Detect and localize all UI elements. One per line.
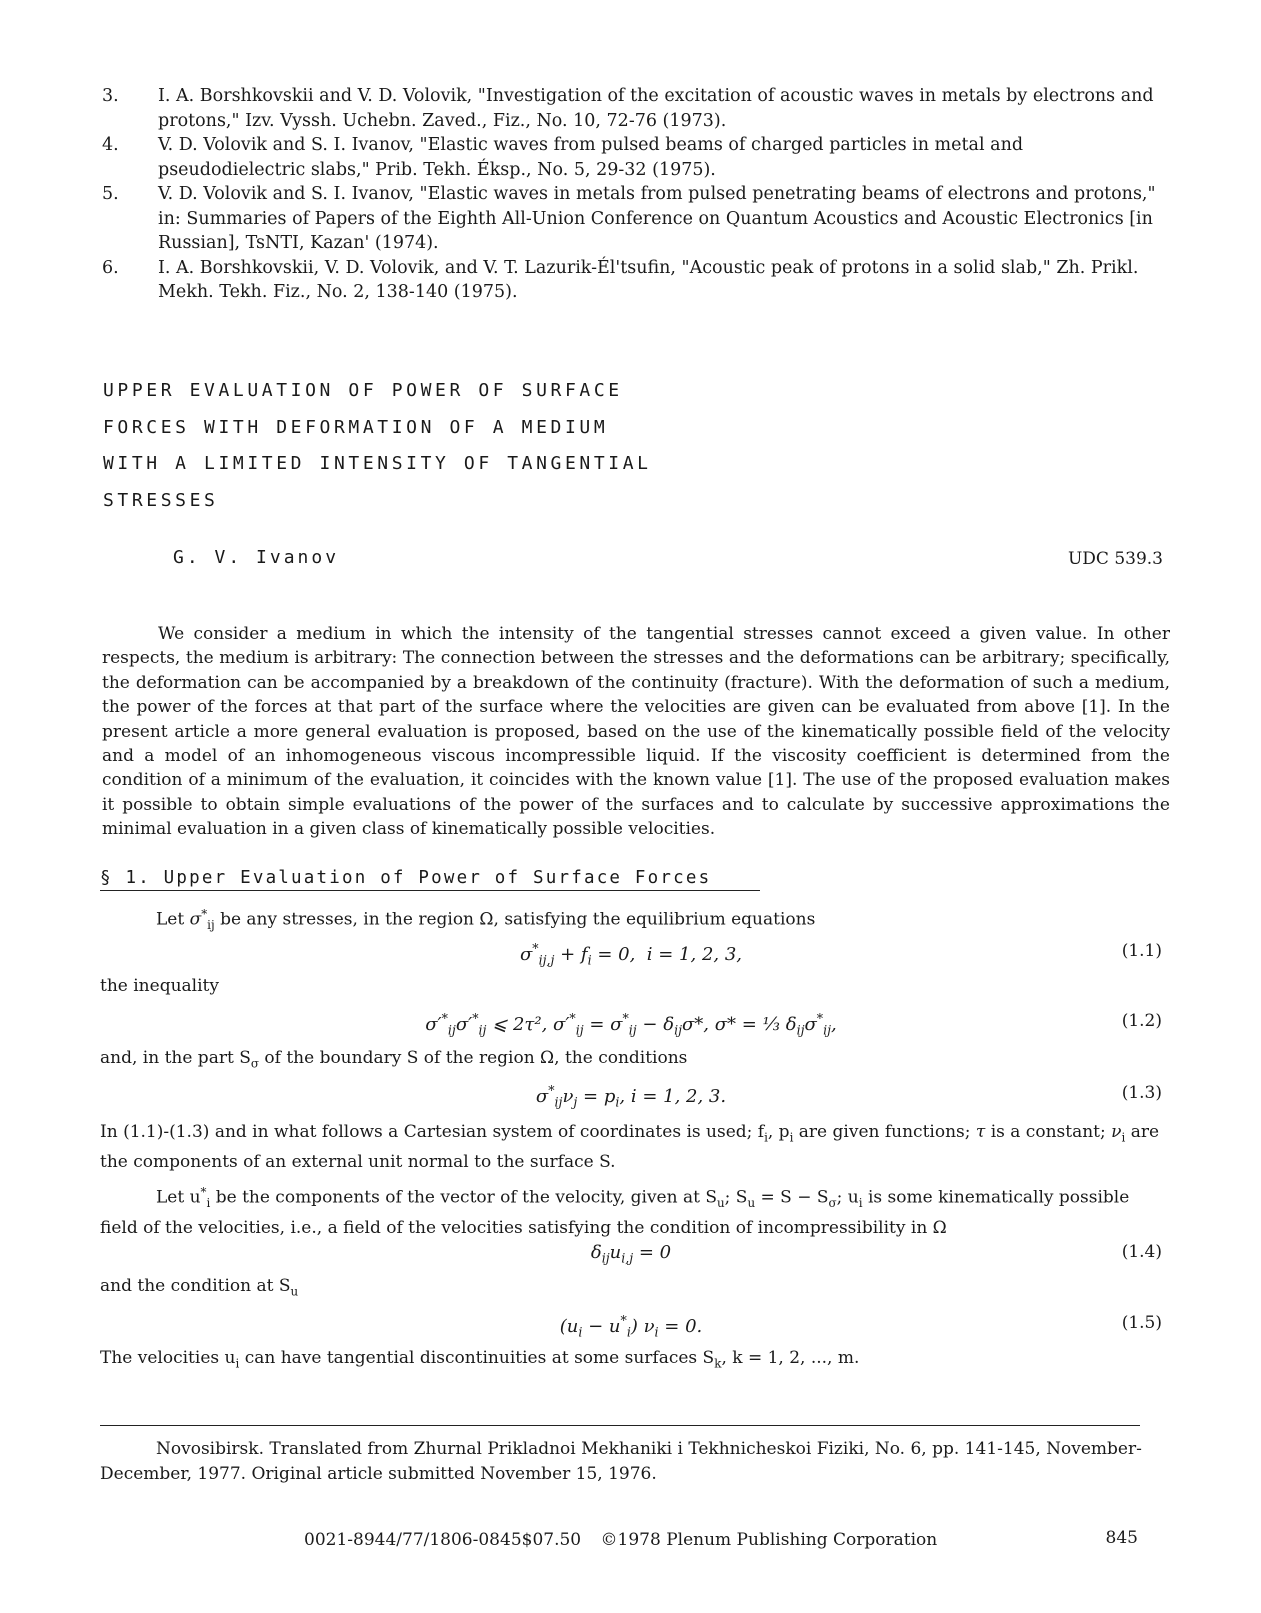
reference-item bbox=[102, 133, 1162, 182]
reference-number: 4. bbox=[102, 135, 119, 155]
equation: $\delta_{ij}u_{i,j} = 0$ (1.4) bbox=[590, 1242, 1162, 1266]
equation: $(u_i - u^*_i) \nu_i = 0$. (1.5) bbox=[559, 1313, 1162, 1340]
udc-code: UDC 539.3 bbox=[1067, 549, 1163, 569]
reference-item bbox=[102, 182, 1162, 256]
reference-text: V. D. Volovik and S. I. Ivanov, "Elastic waves from pulsed beams of charged particles in metal and pseudodielectric slabs," Prib. Tekh. Éksp., No. 5, 29-32 (1975). bbox=[158, 135, 1024, 180]
copyright: ©1978 Plenum Publishing Corporation bbox=[600, 1530, 938, 1550]
reference-item bbox=[102, 256, 1162, 305]
paragraph: Let $u^*_i$ be the components of the vector of the velocity, given at $S_u$; $S_u = S - S_\sigma$; $u_i$ is some kinematically possible field of the velocities, i.e., a field of the velocities satisfying the condition of incompressibility in Ω bbox=[100, 1185, 1130, 1238]
equation: $\sigma^*_{ij}\nu_j = p_i$, i = 1, 2, 3. (1.3) bbox=[535, 1083, 1162, 1110]
footnote: Novosibirsk. Translated from Zhurnal Prikladnoi Mekhaniki i Tekhnicheskoi Fiziki, No. 6, pp. 141-145, November-December, 1977. Original article submitted November 15, 1976. bbox=[100, 1439, 1142, 1484]
reference-list bbox=[102, 84, 1162, 305]
reference-number: 3. bbox=[102, 86, 119, 106]
abstract: We consider a medium in which the intensity of the tangential stresses cannot exceed a given value. In other respects, the medium is arbitrary: The connection between the stresses and the deformations can be arbitrary; specifically, the deformation can be accompanied by a breakdown of the continuity (fracture). With the deformation of such a medium, the power of the forces at that part of the surface where the velocities are given can be evaluated from above [1]. In the present article a more general evaluation is proposed, based on the use of the kinematically possible field of the velocity and a model of an inhomogeneous viscous incompressible liquid. If the viscosity coefficient is determined from the condition of a minimum of the evaluation, it coincides with the known value [1]. The use of the proposed evaluation makes it possible to obtain simple evaluations of the power of the surfaces and to calculate by successive approximations the minimal evaluation in a given class of kinematically possible velocities. bbox=[102, 624, 1170, 840]
paragraph: Let $\sigma^*_{ij}$ be any stresses, in the region Ω, satisfying the equilibrium equations bbox=[156, 907, 816, 933]
paragraph: the inequality bbox=[100, 976, 219, 996]
reference-number: 5. bbox=[102, 184, 119, 204]
title-line: WITH A LIMITED INTENSITY OF TANGENTIAL bbox=[103, 453, 652, 474]
reference-text: V. D. Volovik and S. I. Ivanov, "Elastic waves in metals from pulsed penetrating beams of electrons and protons," in: Summaries of Papers of the Eighth All-Union Conference on Quantum Acoustics and Acoustic Electronics [in Russian], TsNTI, Kazan' (1974). bbox=[158, 184, 1156, 253]
footnote-rule bbox=[100, 1425, 1140, 1426]
paragraph: In (1.1)-(1.3) and in what follows a Cartesian system of coordinates is used; $f_i$, $p_i$ are given functions; τ is a constant; $\nu_i$ are the components of an external unit normal to the surface S. bbox=[100, 1122, 1160, 1172]
equation-number: (1.5) bbox=[1121, 1313, 1162, 1333]
page-number: 845 bbox=[1105, 1528, 1138, 1548]
author-name: G. V. Ivanov bbox=[173, 547, 340, 568]
publication-line bbox=[304, 1530, 951, 1550]
reference-text: I. A. Borshkovskii and V. D. Volovik, "Investigation of the excitation of acoustic waves in metals by electrons and protons," Izv. Vyssh. Uchebn. Zaved., Fiz., No. 10, 72-76 (1973). bbox=[158, 86, 1154, 131]
equation-number: (1.2) bbox=[1121, 1011, 1162, 1031]
equation: $\sigma'^*_{ij}\sigma'^*_{ij}$ ⩽ 2τ², $\sigma'^*_{ij} = \sigma^*_{ij} - \delta_{ij}\sigma*$, σ* = ⅓ $\delta_{ij}\sigma^*_{ij}$, (1.2) bbox=[425, 1011, 1162, 1038]
section-heading: § 1. Upper Evaluation of Power of Surface Forces bbox=[100, 868, 760, 891]
title-line: UPPER EVALUATION OF POWER OF SURFACE bbox=[103, 380, 623, 401]
equation-number: (1.3) bbox=[1121, 1083, 1162, 1103]
reference-text: I. A. Borshkovskii, V. D. Volovik, and V. T. Lazurik-Él'tsufin, "Acoustic peak of protons in a solid slab," Zh. Prikl. Mekh. Tekh. Fiz., No. 2, 138-140 (1975). bbox=[158, 257, 1139, 302]
paragraph: and the condition at $S_u$ bbox=[100, 1276, 299, 1299]
title-line: STRESSES bbox=[103, 489, 219, 511]
reference-number: 6. bbox=[102, 257, 119, 278]
equation: $\sigma^*_{ij,j} + f_i = 0$, i = 1, 2, 3, (1.1) bbox=[519, 941, 1162, 968]
paragraph: and, in the part $S_\sigma$ of the boundary S of the region Ω, the conditions bbox=[100, 1048, 688, 1071]
journal-code: 0021-8944/77/1806-0845$07.50 bbox=[304, 1530, 582, 1550]
reference-item bbox=[102, 84, 1162, 133]
title-line: FORCES WITH DEFORMATION OF A MEDIUM bbox=[103, 416, 609, 438]
equation-number: (1.4) bbox=[1121, 1242, 1162, 1262]
article-title bbox=[103, 373, 823, 519]
equation-number: (1.1) bbox=[1121, 941, 1162, 961]
paragraph: The velocities $u_i$ can have tangential discontinuities at some surfaces $S_k$, k = 1, 2, ..., m. bbox=[100, 1348, 860, 1371]
